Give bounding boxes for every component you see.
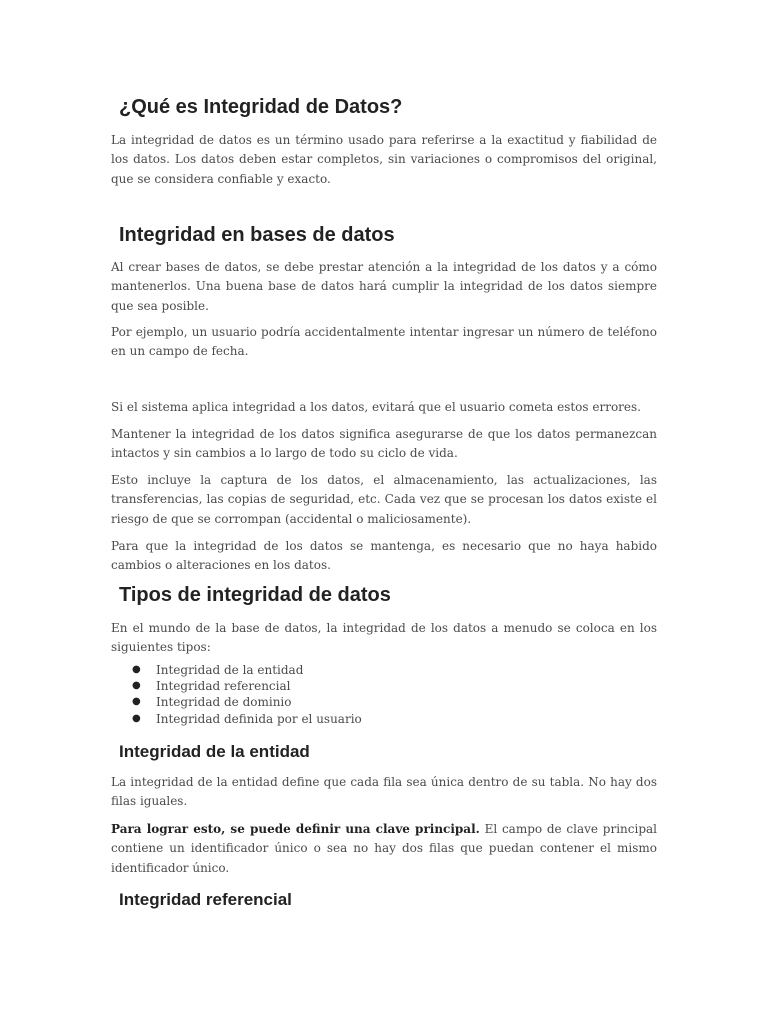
paragraph-ejemplo: Por ejemplo, un usuario podría accidentalmente intentar ingresar un número de teléfono en un campo de fecha. [111, 325, 657, 359]
paragraph-mantener: Mantener la integridad de los datos significa asegurarse de que los datos permanezcan intactos y sin cambios a lo largo de todo su ciclo de vida. [111, 427, 657, 461]
list-item-label: Integridad de dominio [156, 695, 292, 710]
clave-principal-rest: El campo de clave principal contiene un identificador único o sea no hay dos filas que puedan contener el mismo identificador único. [111, 822, 657, 875]
paragraph-sistema-aplica: Si el sistema aplica integridad a los datos, evitará que el usuario cometa estos errores. [111, 400, 641, 414]
list-item [111, 694, 657, 710]
clave-principal-bold: Para lograr esto, se puede definir una clave principal. [111, 822, 480, 836]
paragraph-cambios: Para que la integridad de los datos se mantenga, es necesario que no haya habido cambios o alteraciones en los datos. [111, 539, 657, 573]
tipos-list [111, 662, 657, 727]
bullet-icon: ● [132, 696, 141, 708]
list-item-label: Integridad de la entidad [156, 663, 304, 677]
heading-integridad-referencial: Integridad referencial [119, 890, 292, 909]
heading-integridad-bases-datos: Integridad en bases de datos [119, 224, 395, 246]
bullet-icon: ● [132, 712, 141, 724]
list-item [111, 678, 657, 694]
heading-integridad-entidad: Integridad de la entidad [119, 742, 310, 761]
list-item-label: Integridad definida por el usuario [156, 711, 362, 726]
list-item-label: Integridad referencial [156, 679, 291, 694]
bullet-icon: ● [132, 664, 141, 675]
paragraph-crear-bases: Al crear bases de datos, se debe prestar atención a la integridad de los datos y a cómo mantenerlos. Una buena base de datos hará cumplir la integridad de los datos siempre que sea posible. [111, 260, 657, 313]
list-item [111, 711, 657, 727]
heading-tipos-integridad: Tipos de integridad de datos [119, 584, 391, 606]
paragraph-definicion: La integridad de datos es un término usado para referirse a la exactitud y fiabilidad de los datos. Los datos deben estar completos, sin variaciones o compromisos del original, que se considera confiable y exacto. [111, 133, 657, 186]
paragraph-clave-principal [111, 820, 657, 878]
bullet-icon: ● [132, 680, 141, 692]
paragraph-captura: Esto incluye la captura de los datos, el almacenamiento, las actualizaciones, las transferencias, las copias de seguridad, etc. Cada vez que se procesan los datos existe el riesgo de que se corrompan (accidental o maliciosamente). [111, 473, 657, 526]
heading-que-es-integridad: ¿Qué es Integridad de Datos? [119, 96, 403, 118]
list-item [111, 662, 657, 678]
paragraph-tipos-intro: En el mundo de la base de datos, la integridad de los datos a menudo se coloca en los siguientes tipos: [111, 621, 657, 655]
paragraph-entidad-define: La integridad de la entidad define que cada fila sea única dentro de su tabla. No hay dos filas iguales. [111, 775, 657, 809]
